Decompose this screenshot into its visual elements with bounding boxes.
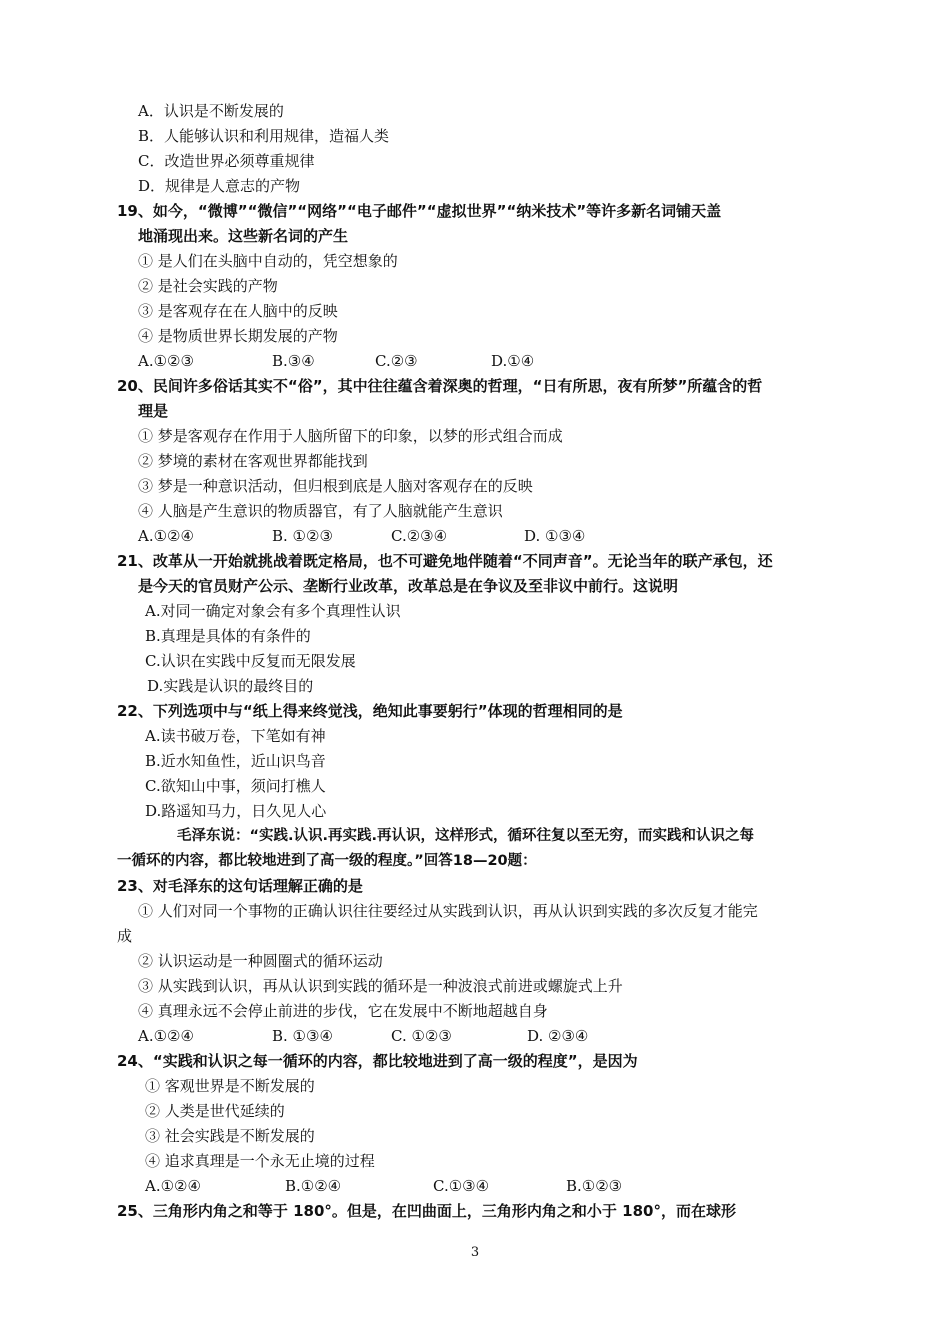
q24-choice-c: C.①③④ (433, 1177, 490, 1195)
q19-stem-cont: 地涌现出来。这些新名词的产生 (138, 227, 349, 245)
q22-option-d: D.路遥知马力，日久见人心 (145, 802, 327, 820)
q19-choice-a: A.①②③ (138, 352, 194, 370)
q24-choice-a: A.①②④ (145, 1177, 201, 1195)
q19-choice-b: B.③④ (272, 352, 315, 370)
q19-choice-c: C.②③ (375, 352, 418, 370)
q21-option-b: B.真理是具体的有条件的 (145, 627, 311, 645)
q19-item: ③ 是客观存在在人脑中的反映 (138, 302, 338, 320)
q20-choice-a: A.①②④ (138, 527, 194, 545)
q23-item: ④ 真理永远不会停止前进的步伐，它在发展中不断地超越自身 (138, 1002, 548, 1020)
q23-item: ② 认识运动是一种圆圈式的循环运动 (138, 952, 383, 970)
q20-choice-c: C.②③④ (391, 527, 448, 545)
q24-item: ④ 追求真理是一个永无止境的过程 (145, 1152, 375, 1170)
q24-item: ② 人类是世代延续的 (145, 1102, 285, 1120)
q20-item: ④ 人脑是产生意识的物质器官，有了人脑就能产生意识 (138, 502, 503, 520)
q23-item: ③ 从实践到认识，再从认识到实践的循环是一种波浪式前进或螺旋式上升 (138, 977, 623, 995)
q19-choice-d: D.①④ (491, 352, 535, 370)
page-number: 3 (470, 1245, 480, 1260)
q20-item: ② 梦境的素材在客观世界都能找到 (138, 452, 368, 470)
q22-option-c: C.欲知山中事，须问打樵人 (145, 777, 326, 795)
q20-stem: 20、民间许多俗话其实不“俗”，其中往往蕴含着深奥的哲理，“日有所思，夜有所梦”所蕴含的哲 (117, 377, 763, 395)
q21-stem-cont: 是今天的官员财产公示、垄断行业改革，改革总是在争议及至非议中前行。这说明 (138, 577, 679, 595)
q19-item: ④ 是物质世界长期发展的产物 (138, 327, 338, 345)
q19-stem: 19、如今，“微博”“微信”“网络”“电子邮件”“虚拟世界”“纳米技术”等许多新名词铺天盖 (117, 202, 722, 220)
q18-option-c: C．改造世界必须尊重规律 (138, 152, 315, 170)
q20-choice-b: B. ①②③ (272, 527, 333, 545)
q19-item: ② 是社会实践的产物 (138, 277, 278, 295)
q20-stem-cont: 理是 (138, 402, 169, 420)
q22-option-b: B.近水知鱼性，近山识鸟音 (145, 752, 326, 770)
q23-choice-c: C. ①②③ (391, 1027, 452, 1045)
q20-item: ③ 梦是一种意识活动，但归根到底是人脑对客观存在的反映 (138, 477, 533, 495)
q23-choice-a: A.①②④ (138, 1027, 194, 1045)
q24-item: ① 客观世界是不断发展的 (145, 1077, 315, 1095)
q21-stem: 21、改革从一开始就挑战着既定格局，也不可避免地伴随着“不同声音”。无论当年的联产承包，还 (117, 552, 773, 570)
q21-option-c: C.认识在实践中反复而无限发展 (145, 652, 356, 670)
q23-choice-b: B. ①③④ (272, 1027, 333, 1045)
q22-stem: 22、下列选项中与“纸上得来终觉浅，绝知此事要躬行”体现的哲理相同的是 (117, 702, 623, 720)
q23-item-cont: 成 (117, 927, 133, 945)
q23-item: ① 人们对同一个事物的正确认识往往要经过从实践到认识，再从认识到实践的多次反复才能完 (138, 902, 758, 920)
q24-choice-d: B.①②③ (566, 1177, 623, 1195)
q23-choice-d: D. ②③④ (527, 1027, 589, 1045)
q20-item: ① 梦是客观存在作用于人脑所留下的印象，以梦的形式组合而成 (138, 427, 563, 445)
q21-option-a: A.对同一确定对象会有多个真理性认识 (145, 602, 401, 620)
q18-option-a: A．认识是不断发展的 (138, 102, 284, 120)
q24-stem: 24、“实践和认识之每一循环的内容，都比较地进到了高一级的程度”，是因为 (117, 1052, 638, 1070)
q18-option-d: D．规律是人意志的产物 (138, 177, 301, 195)
q20-choice-d: D. ①③④ (524, 527, 586, 545)
q18-option-b: B．人能够认识和利用规律，造福人类 (138, 127, 390, 145)
q23-stem: 23、对毛泽东的这句话理解正确的是 (117, 877, 363, 895)
q24-choice-b: B.①②④ (285, 1177, 342, 1195)
intro-passage: 毛泽东说：“实践.认识.再实践.再认识，这样形式，循环往复以至无穷，而实践和认识之每 (177, 828, 755, 844)
q22-option-a: A.读书破万卷，下笔如有神 (145, 727, 326, 745)
q24-item: ③ 社会实践是不断发展的 (145, 1127, 315, 1145)
q19-item: ① 是人们在头脑中自动的，凭空想象的 (138, 252, 398, 270)
q21-option-d: D.实践是认识的最终目的 (147, 677, 314, 695)
intro-passage-cont: 一循环的内容，都比较地进到了高一级的程度。”回答18—20题： (117, 853, 537, 869)
q25-stem: 25、三角形内角之和等于 180°。但是，在凹曲面上，三角形内角之和小于 180°，而在球形 (117, 1202, 736, 1220)
